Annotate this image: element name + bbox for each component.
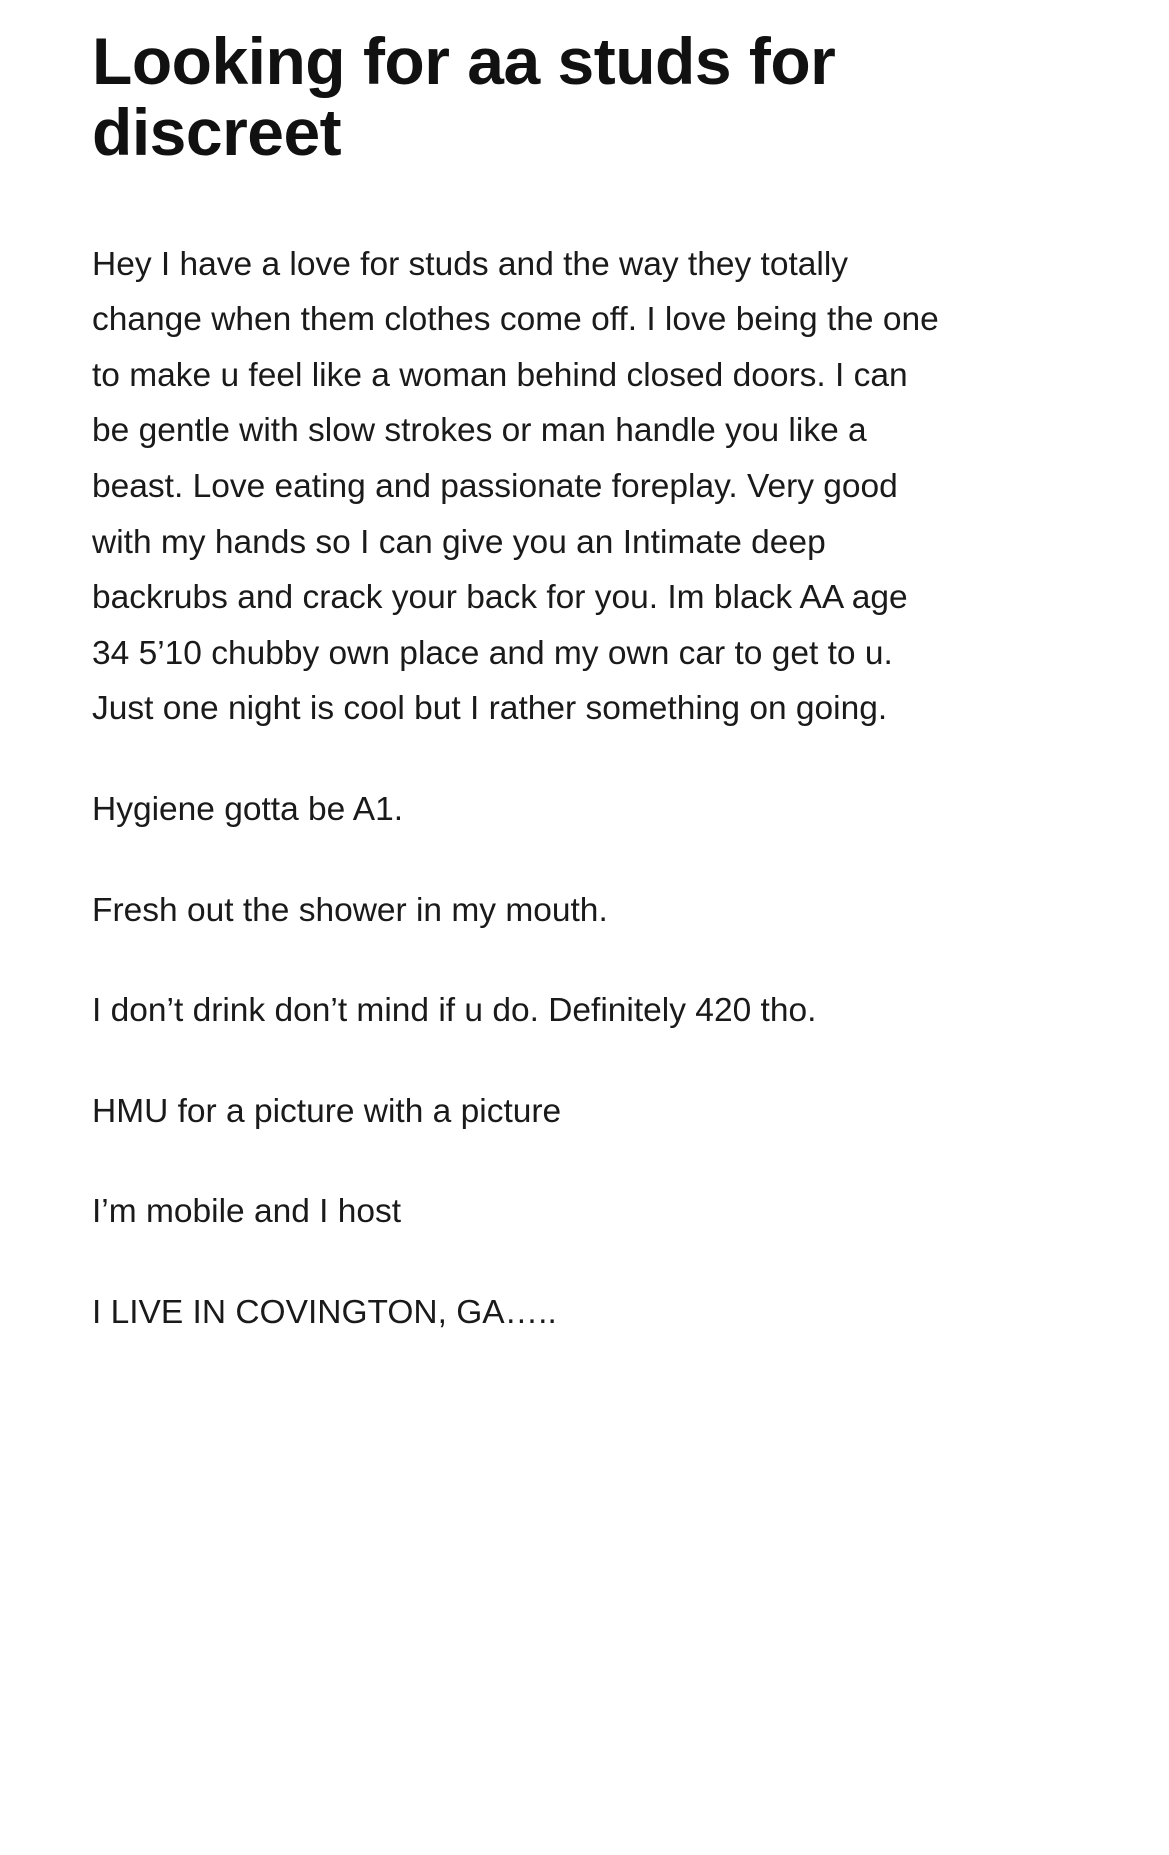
- post-paragraph: Hygiene gotta be A1.: [92, 791, 404, 829]
- post-paragraph: I LIVE IN COVINGTON, GA…..: [92, 1294, 557, 1332]
- post-paragraph: I don’t drink don’t mind if u do. Definitely 420 tho.: [92, 992, 817, 1030]
- page-title: Looking for aa studs for discreet: [92, 24, 836, 170]
- post-paragraph: HMU for a picture with a picture: [92, 1092, 562, 1130]
- post-paragraph: Hey I have a love for studs and the way they totally change when them clothes come off. I love being the one to make u feel like a woman behind closed doors. I can be gentle with slow strokes or man handle you like a beast. Love eating and passionate foreplay. Very good with my hands so I can give you an Intimate deep backrubs and crack your back for you. Im black AA age 34 5’10 chubby own place and my own car to get to u. Just one night is cool but I rather something on going.: [92, 245, 949, 728]
- post-paragraph: I’m mobile and I host: [92, 1193, 402, 1231]
- post-body: [92, 237, 1074, 1341]
- post-paragraph: Fresh out the shower in my mouth.: [92, 891, 608, 929]
